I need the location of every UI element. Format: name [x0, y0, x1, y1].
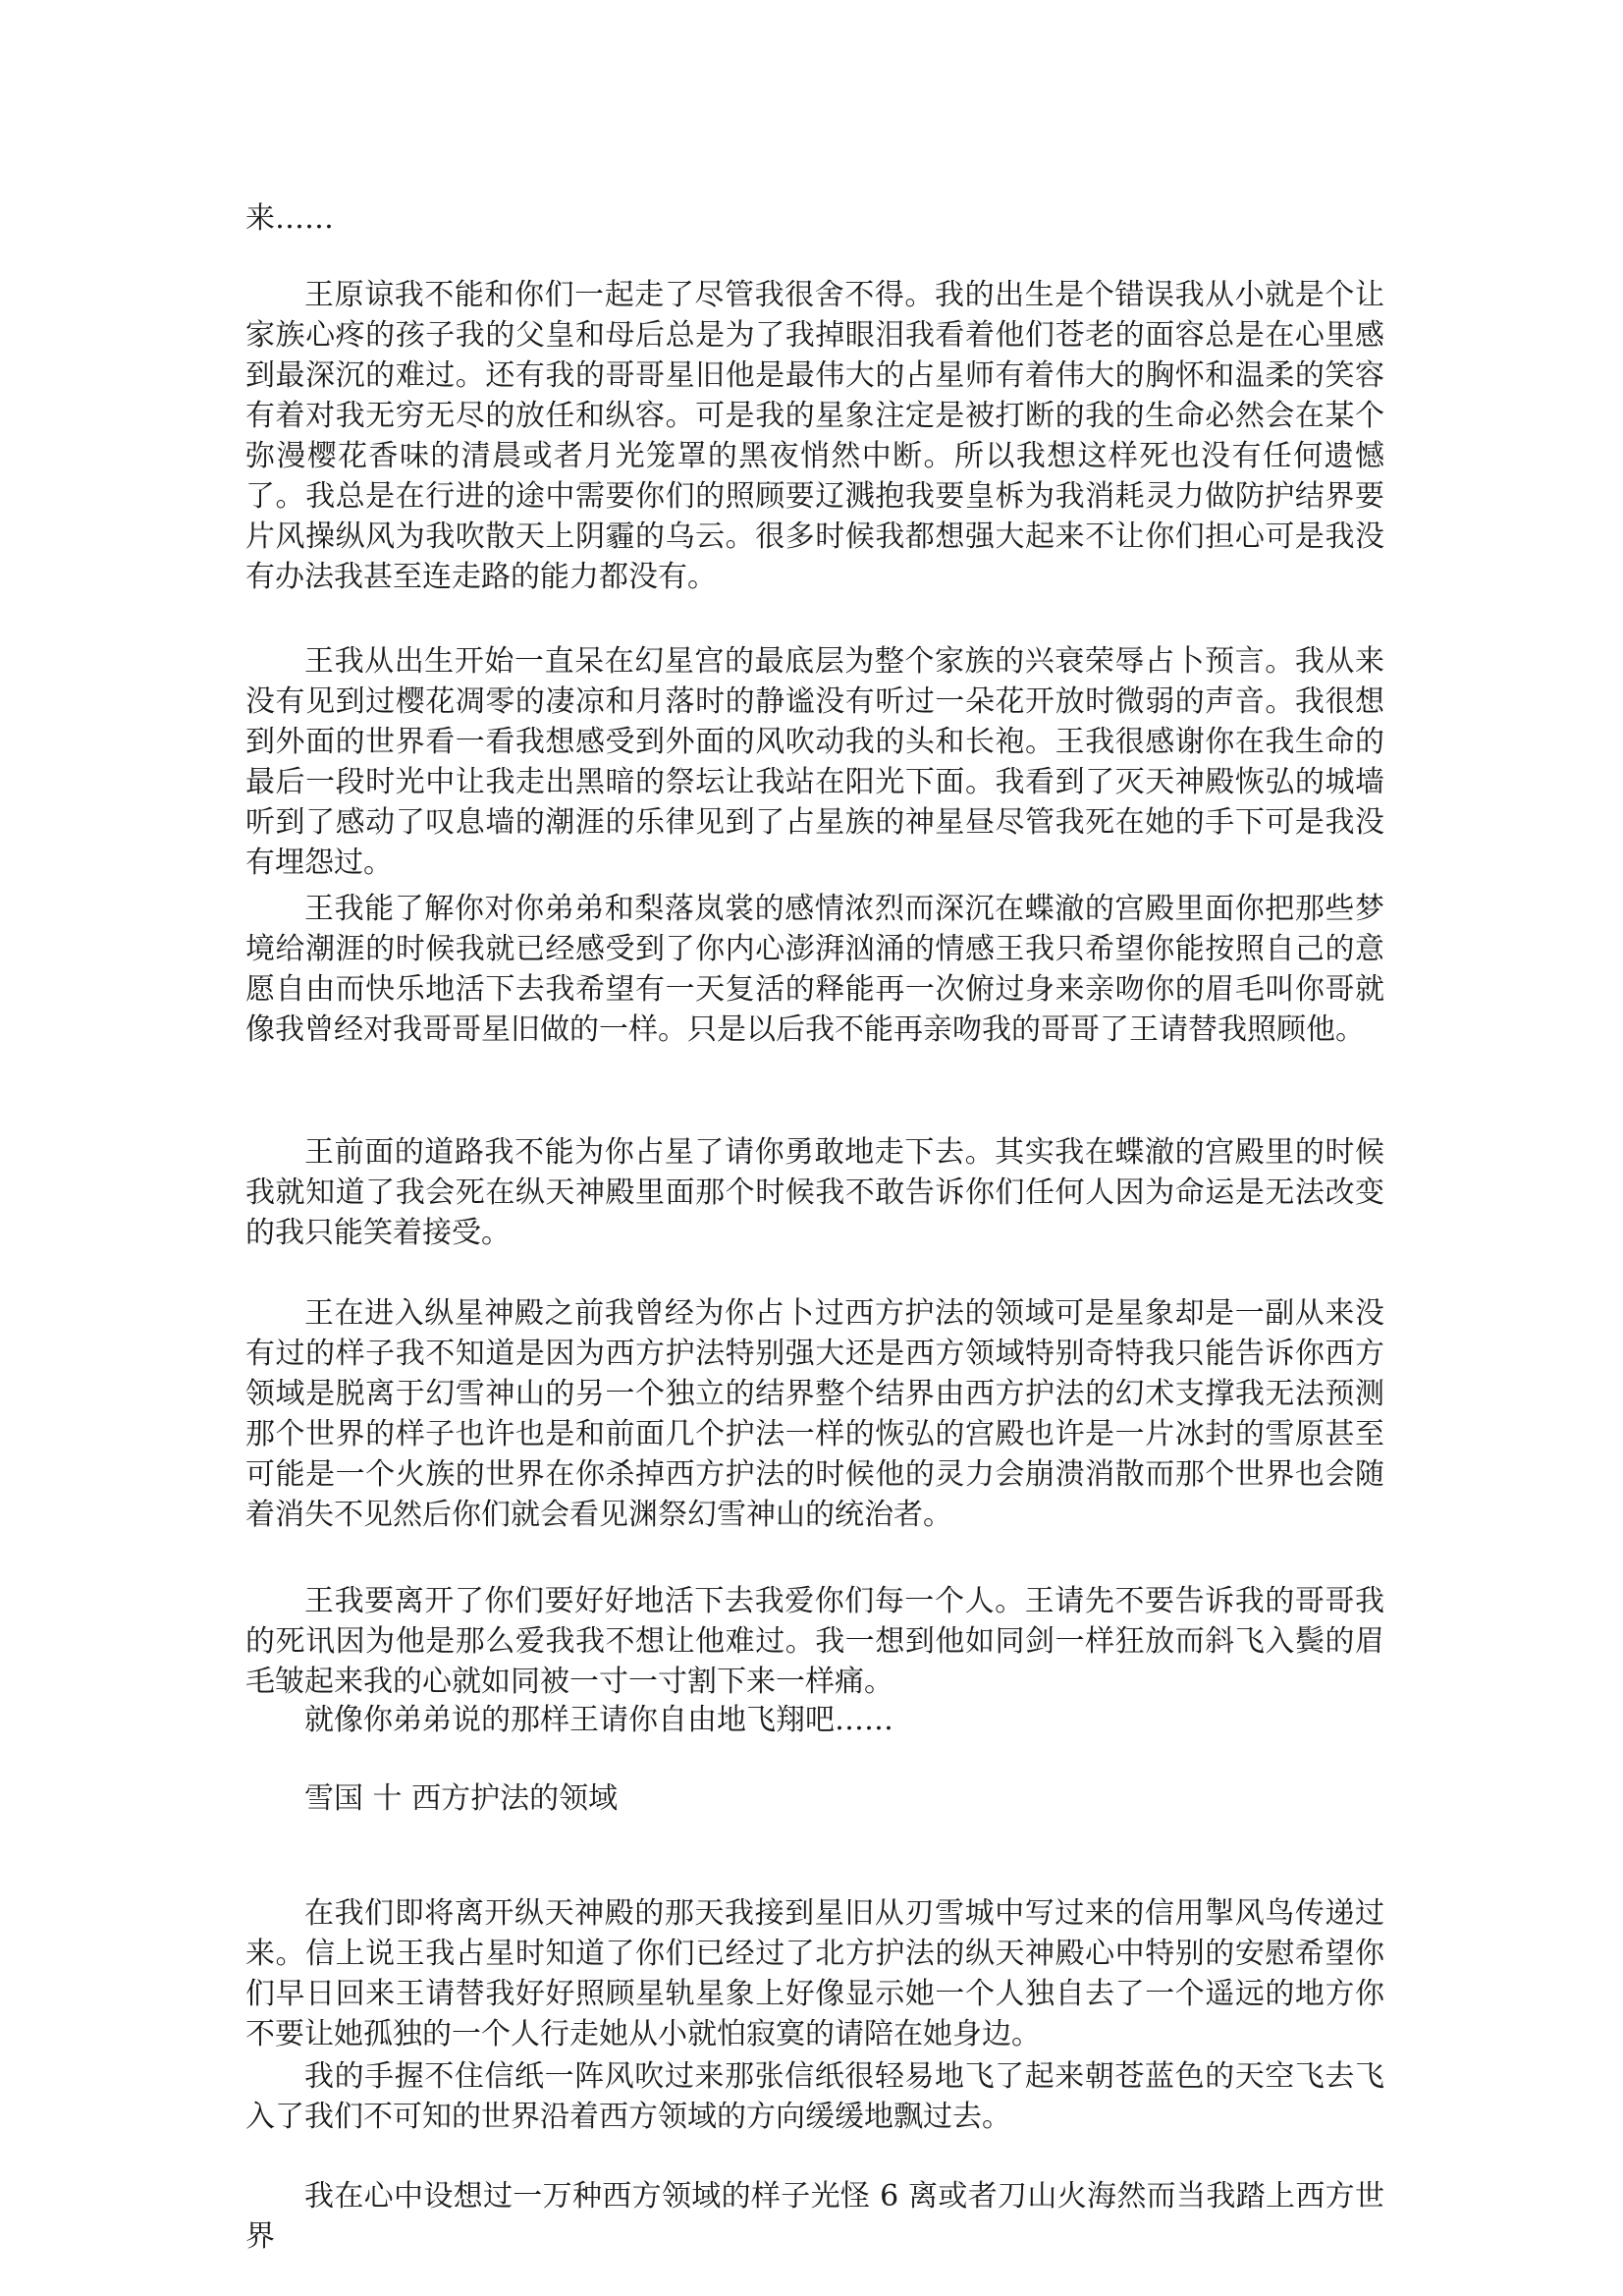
chapter-heading: 雪国 十 西方护法的领域: [304, 1781, 619, 1816]
paragraph-farewell-3: 王我能了解你对你弟弟和梨落岚裳的感情浓烈而深沉在蝶澈的宫殿里面你把那些梦境给潮涯的时候我就已经感受到了你内心澎湃汹涌的情感王我只希望你能按照自己的意愿自由而快乐地活下去我希望有一天复活的释能再一次俯过身来亲吻你的眉毛叫你哥就像我曾经对我哥哥星旧做的一样。只是以后我不能再亲吻我的哥哥了王请替我照顾他。: [245, 892, 1384, 1047]
paragraph-farewell-7: 就像你弟弟说的那样王请你自由地飞翔吧……: [304, 1703, 893, 1737]
paragraph-farewell-6: 王我要离开了你们要好好地活下去我爱你们每一个人。王请先不要告诉我的哥哥我的死讯因为他是那么爱我我不想让他难过。我一想到他如同剑一样狂放而斜飞入鬓的眉毛皱起来我的心就如同被一寸一寸割下来一样痛。: [245, 1584, 1384, 1699]
paragraph-farewell-1: 王原谅我不能和你们一起走了尽管我很舍不得。我的出生是个错误我从小就是个让家族心疼的孩子我的父皇和母后总是为了我掉眼泪我看着他们苍老的面容总是在心里感到最深沉的难过。还有我的哥哥星旧他是最伟大的占星师有着伟大的胸怀和温柔的笑容有着对我无穷无尽的放任和纵容。可是我的星象注定是被打断的我的生命必然会在某个弥漫樱花香味的清晨或者月光笼罩的黑夜悄然中断。所以我想这样死也没有任何遗憾了。我总是在行进的途中需要你们的照顾要辽溅抱我要皇柝为我消耗灵力做防护结界要片风操纵风为我吹散天上阴霾的乌云。很多时候我都想强大起来不让你们担心可是我没有办法我甚至连走路的能力都没有。: [245, 278, 1384, 594]
paragraph-west-domain: 我在心中设想过一万种西方领域的样子光怪 6 离或者刀山火海然而当我踏上西方世界: [245, 2179, 1384, 2254]
paragraph-farewell-5: 王在进入纵星神殿之前我曾经为你占卜过西方护法的领域可是星象却是一副从来没有过的样子我不知道是因为西方护法特别强大还是西方领域特别奇特我只能告诉你西方领域是脱离于幻雪神山的另一个独立的结界整个结界由西方护法的幻术支撑我无法预测那个世界的样子也许也是和前面几个护法一样的恢弘的宫殿也许是一片冰封的雪原甚至可能是一个火族的世界在你杀掉西方护法的时候他的灵力会崩溃消散而那个世界也会随着消失不见然后你们就会看见渊祭幻雪神山的统治者。: [245, 1296, 1384, 1532]
paragraph-letter: 在我们即将离开纵天神殿的那天我接到星旧从刃雪城中写过来的信用掣风鸟传递过来。信上说王我占星时知道了你们已经过了北方护法的纵天神殿心中特别的安慰希望你们早日回来王请替我好好照顾星轨星象上好像显示她一个人独自去了一个遥远的地方你不要让她孤独的一个人行走她从小就怕寂寞的请陪在她身边。: [245, 1896, 1384, 2051]
paragraph-continuation: 来……: [245, 201, 334, 236]
paragraph-letter-flies: 我的手握不住信纸一阵风吹过来那张信纸很轻易地飞了起来朝苍蓝色的天空飞去飞入了我们不可知的世界沿着西方领域的方向缓缓地飘过去。: [245, 2059, 1384, 2134]
paragraph-farewell-4: 王前面的道路我不能为你占星了请你勇敢地走下去。其实我在蝶澈的宫殿里的时候我就知道了我会死在纵天神殿里面那个时候我不敢告诉你们任何人因为命运是无法改变的我只能笑着接受。: [245, 1135, 1384, 1250]
paragraph-farewell-2: 王我从出生开始一直呆在幻星宫的最底层为整个家族的兴衰荣辱占卜预言。我从来没有见到过樱花凋零的凄凉和月落时的静谧没有听过一朵花开放时微弱的声音。我很想到外面的世界看一看我想感受到外面的风吹动我的头和长袍。王我很感谢你在我生命的最后一段时光中让我走出黑暗的祭坛让我站在阳光下面。我看到了灭天神殿恢弘的城墙听到了感动了叹息墙的潮涯的乐律见到了占星族的神星昼尽管我死在她的手下可是我没有埋怨过。: [245, 644, 1384, 880]
